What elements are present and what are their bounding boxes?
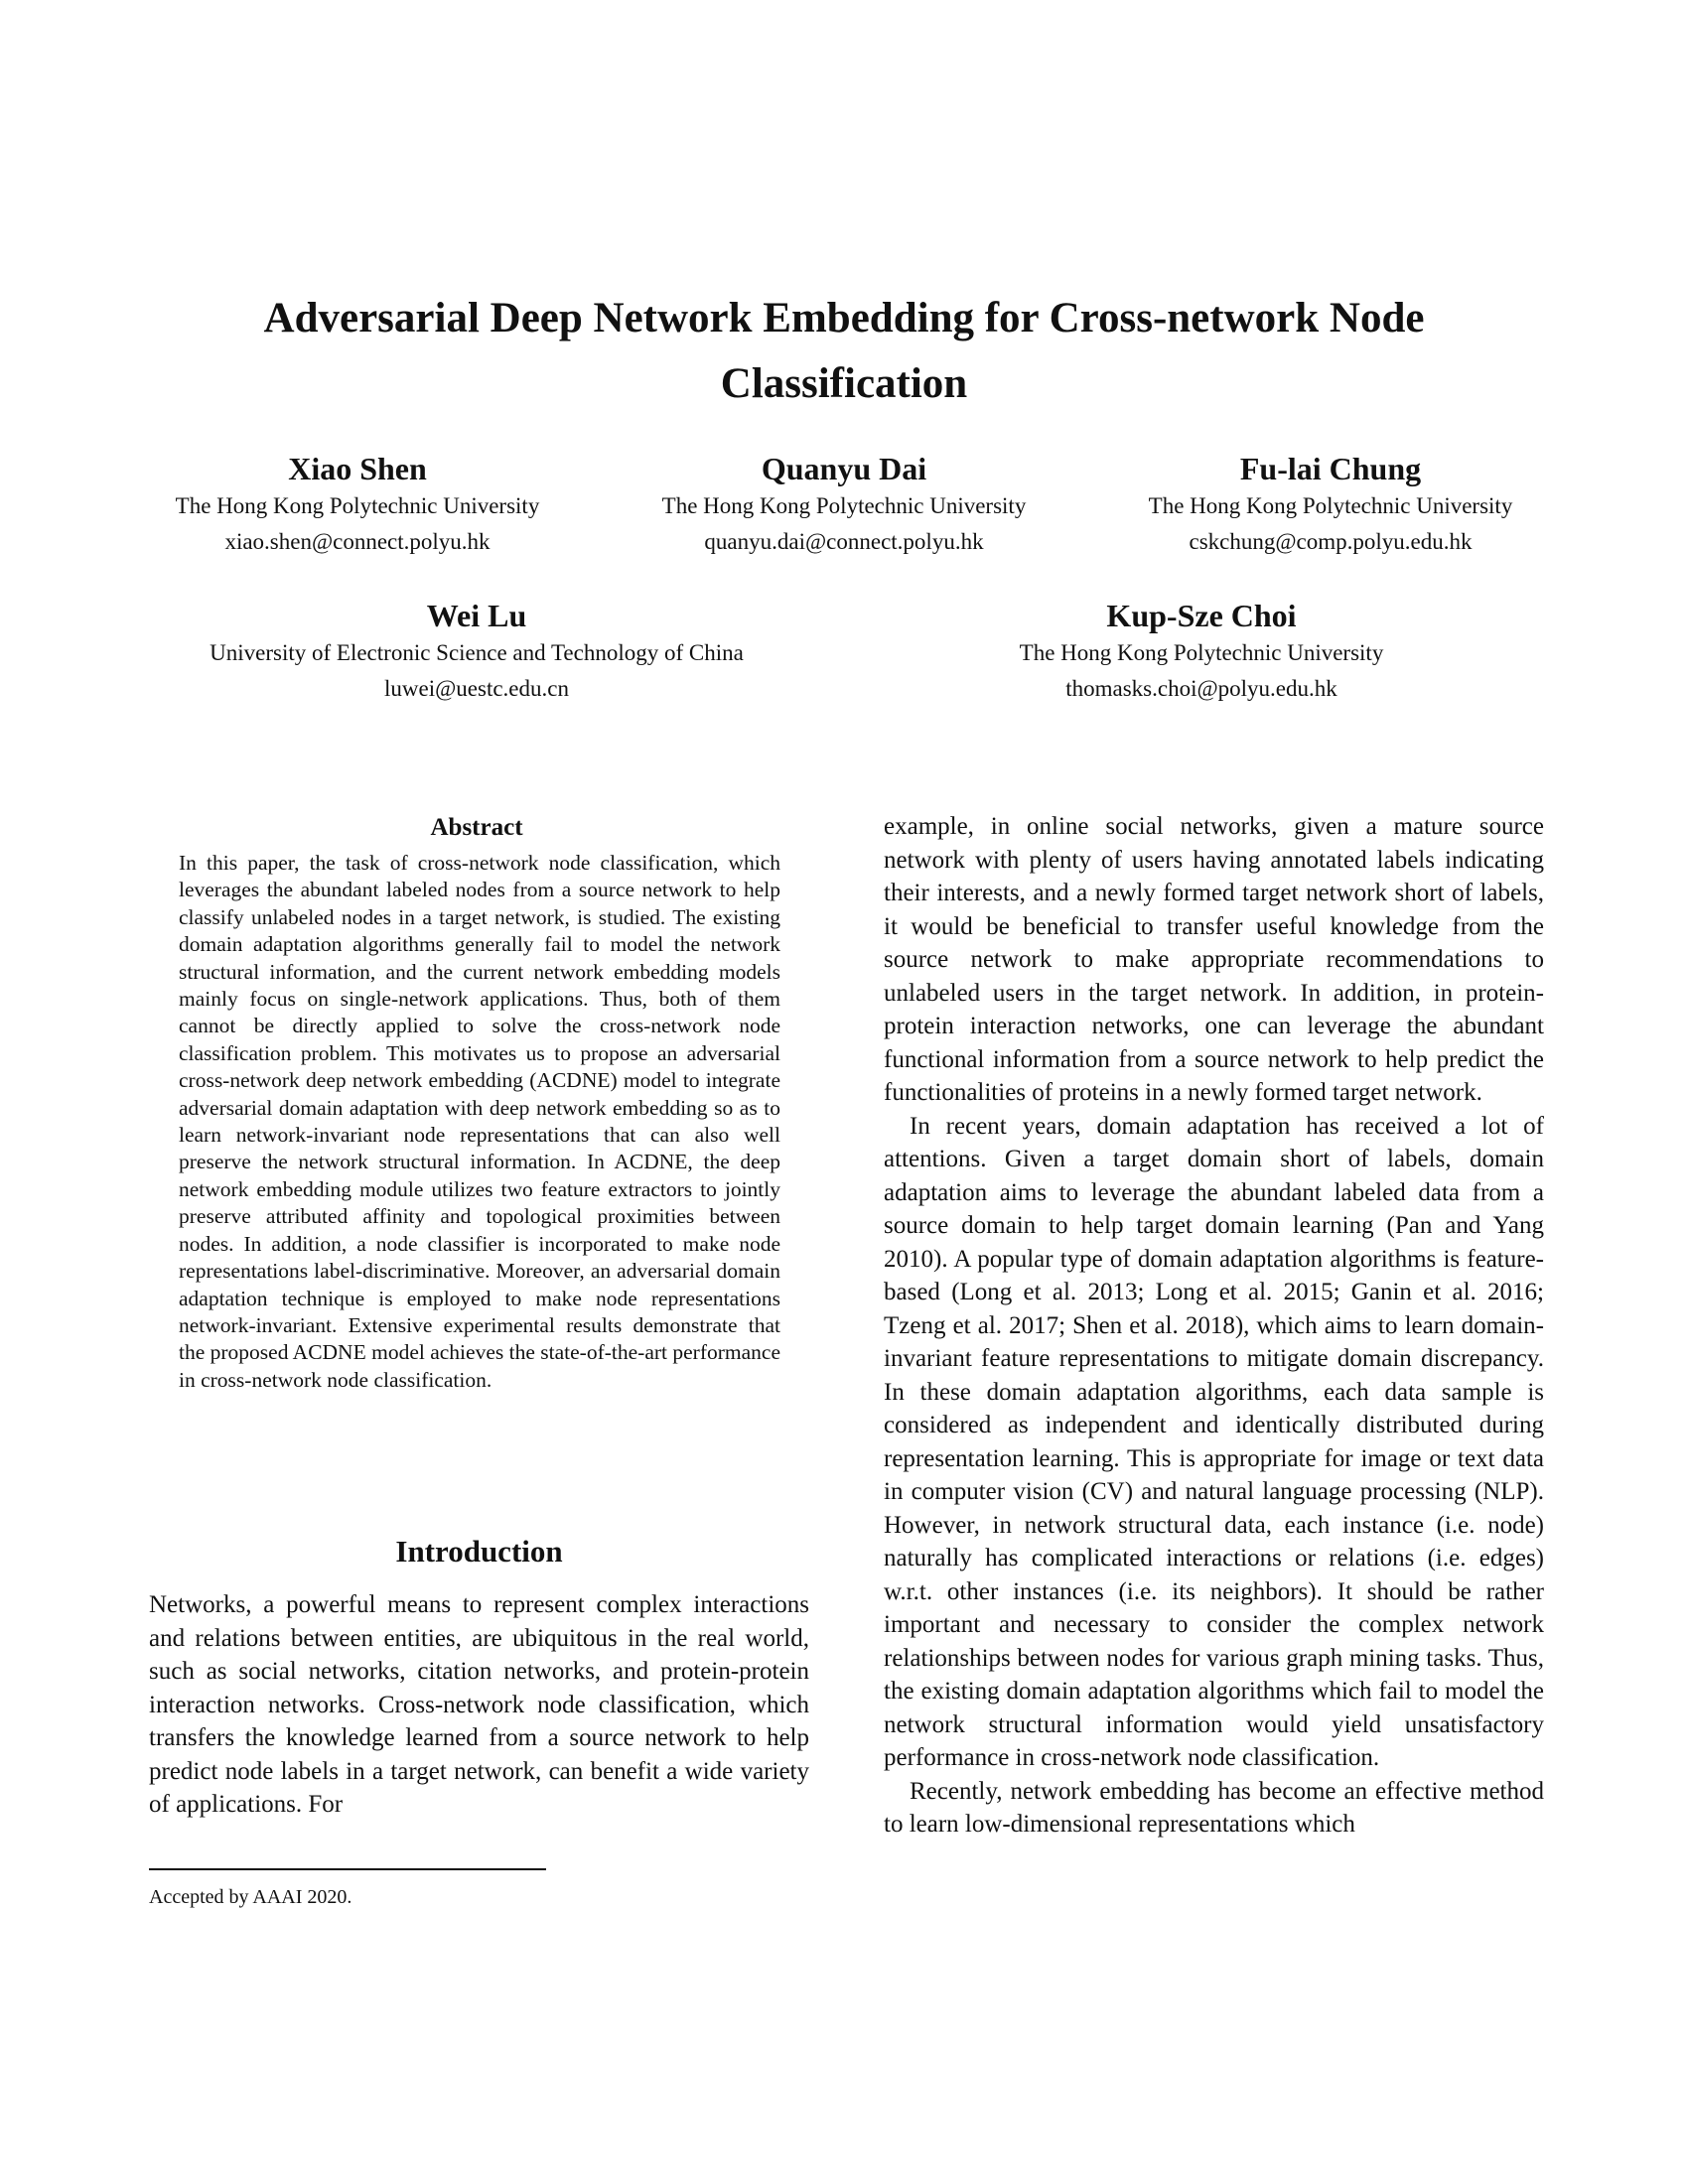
author-name: Quanyu Dai <box>761 451 927 486</box>
author-name: Wei Lu <box>426 598 527 633</box>
introduction-paragraph-start: Networks, a powerful means to represent complex interactions and relations between entities, are ubiquitous in the real world, such as social networks, citation networks, and protein-protein interaction networks. Cross-network node classification, which transfers the knowledge learned from a source network to help predict node labels in a target network, can benefit a wide variety of applications. For <box>149 1591 809 1818</box>
introduction-paragraph-continued: example, in online social networks, given a mature source network with plenty of users having annotated labels indicating their interests, and a newly formed target network short of labels, it would be beneficial to transfer useful knowledge from the source network to make appropriate recommendations to unlabeled users in the target network. In addition, in protein-protein interaction networks, one can leverage the abundant functional information from a source network to help predict the functionalities of proteins in a newly formed target network. <box>884 813 1544 1106</box>
introduction-heading: Introduction <box>395 1534 563 1569</box>
author-email: luwei@uestc.edu.cn <box>384 676 569 701</box>
abstract-text: In this paper, the task of cross-network node classification, which leverages the abundant labeled nodes from a source network to help classify unlabeled nodes in a target network, is studied. The existing domain adaptation algorithms generally fail to model the network structural information, and the current network embedding models mainly focus on single-network applications. Thus, both of them cannot be directly applied to solve the cross-network node classification problem. This motivates us to propose an adversarial cross-network deep network embedding (ACDNE) model to integrate adversarial domain adaptation with deep network embedding so as to learn network-invariant node representations that can also well preserve the network structural information. In ACDNE, the deep network embedding module utilizes two feature extractors to jointly preserve attributed affinity and topological proximities between nodes. In addition, a node classifier is incorporated to make node representations label-discriminative. Moreover, an adversarial domain adaptation technique is employed to make node representations network-invariant. Extensive experimental results demonstrate that the proposed ACDNE model achieves the state-of-the-art performance in cross-network node classification. <box>179 851 780 1392</box>
author-affiliation: The Hong Kong Polytechnic University <box>661 493 1027 518</box>
author-name: Kup-Sze Choi <box>1106 598 1297 633</box>
footnote-divider <box>149 1868 546 1870</box>
author-email: thomasks.choi@polyu.edu.hk <box>1065 676 1337 701</box>
author-block <box>1112 449 1549 560</box>
author-block <box>159 596 794 707</box>
author-affiliation: University of Electronic Science and Technology of China <box>210 640 744 665</box>
introduction-paragraph-3: Recently, network embedding has become an effective method to learn low-dimensional representations which <box>884 1777 1544 1838</box>
author-block <box>626 449 1062 560</box>
author-affiliation: The Hong Kong Polytechnic University <box>1019 640 1384 665</box>
author-email: cskchung@comp.polyu.edu.hk <box>1189 529 1473 554</box>
abstract-heading: Abstract <box>430 814 523 841</box>
author-email: quanyu.dai@connect.polyu.hk <box>704 529 984 554</box>
author-block <box>983 596 1420 707</box>
author-name: Fu-lai Chung <box>1239 451 1422 486</box>
right-column <box>884 810 1544 1842</box>
author-affiliation: The Hong Kong Polytechnic University <box>1148 493 1513 518</box>
author-block <box>139 449 576 560</box>
author-email: xiao.shen@connect.polyu.hk <box>224 529 491 554</box>
author-name: Xiao Shen <box>288 451 427 486</box>
introduction-paragraph-2: In recent years, domain adaptation has received a lot of attentions. Given a target domain short of labels, domain adaptation aims to leverage the abundant labeled data from a source domain to help target domain learning (Pan and Yang 2010). A popular type of domain adaptation algorithms is feature-based (Long et al. 2013; Long et al. 2015; Ganin et al. 2016; Tzeng et al. 2017; Shen et al. 2018), which aims to learn domain-invariant feature representations to mitigate domain discrepancy. In these domain adaptation algorithms, each data sample is considered as independent and identically distributed during representation learning. This is appropriate for image or text data in computer vision (CV) and natural language processing (NLP). However, in network structural data, each instance (i.e. node) naturally has complicated interactions or relations (i.e. edges) w.r.t. other instances (i.e. its neighbors). It should be rather important and necessary to consider the complex network relationships between nodes for various graph mining tasks. Thus, the existing domain adaptation algorithms which fail to model the network structural information would yield unsatisfactory performance in cross-network node classification. <box>884 1112 1544 1771</box>
author-affiliation: The Hong Kong Polytechnic University <box>175 493 540 518</box>
footnote: Accepted by AAAI 2020. <box>149 1886 352 1908</box>
paper-title: Adversarial Deep Network Embedding for Cross-network Node Classification <box>263 295 1425 407</box>
